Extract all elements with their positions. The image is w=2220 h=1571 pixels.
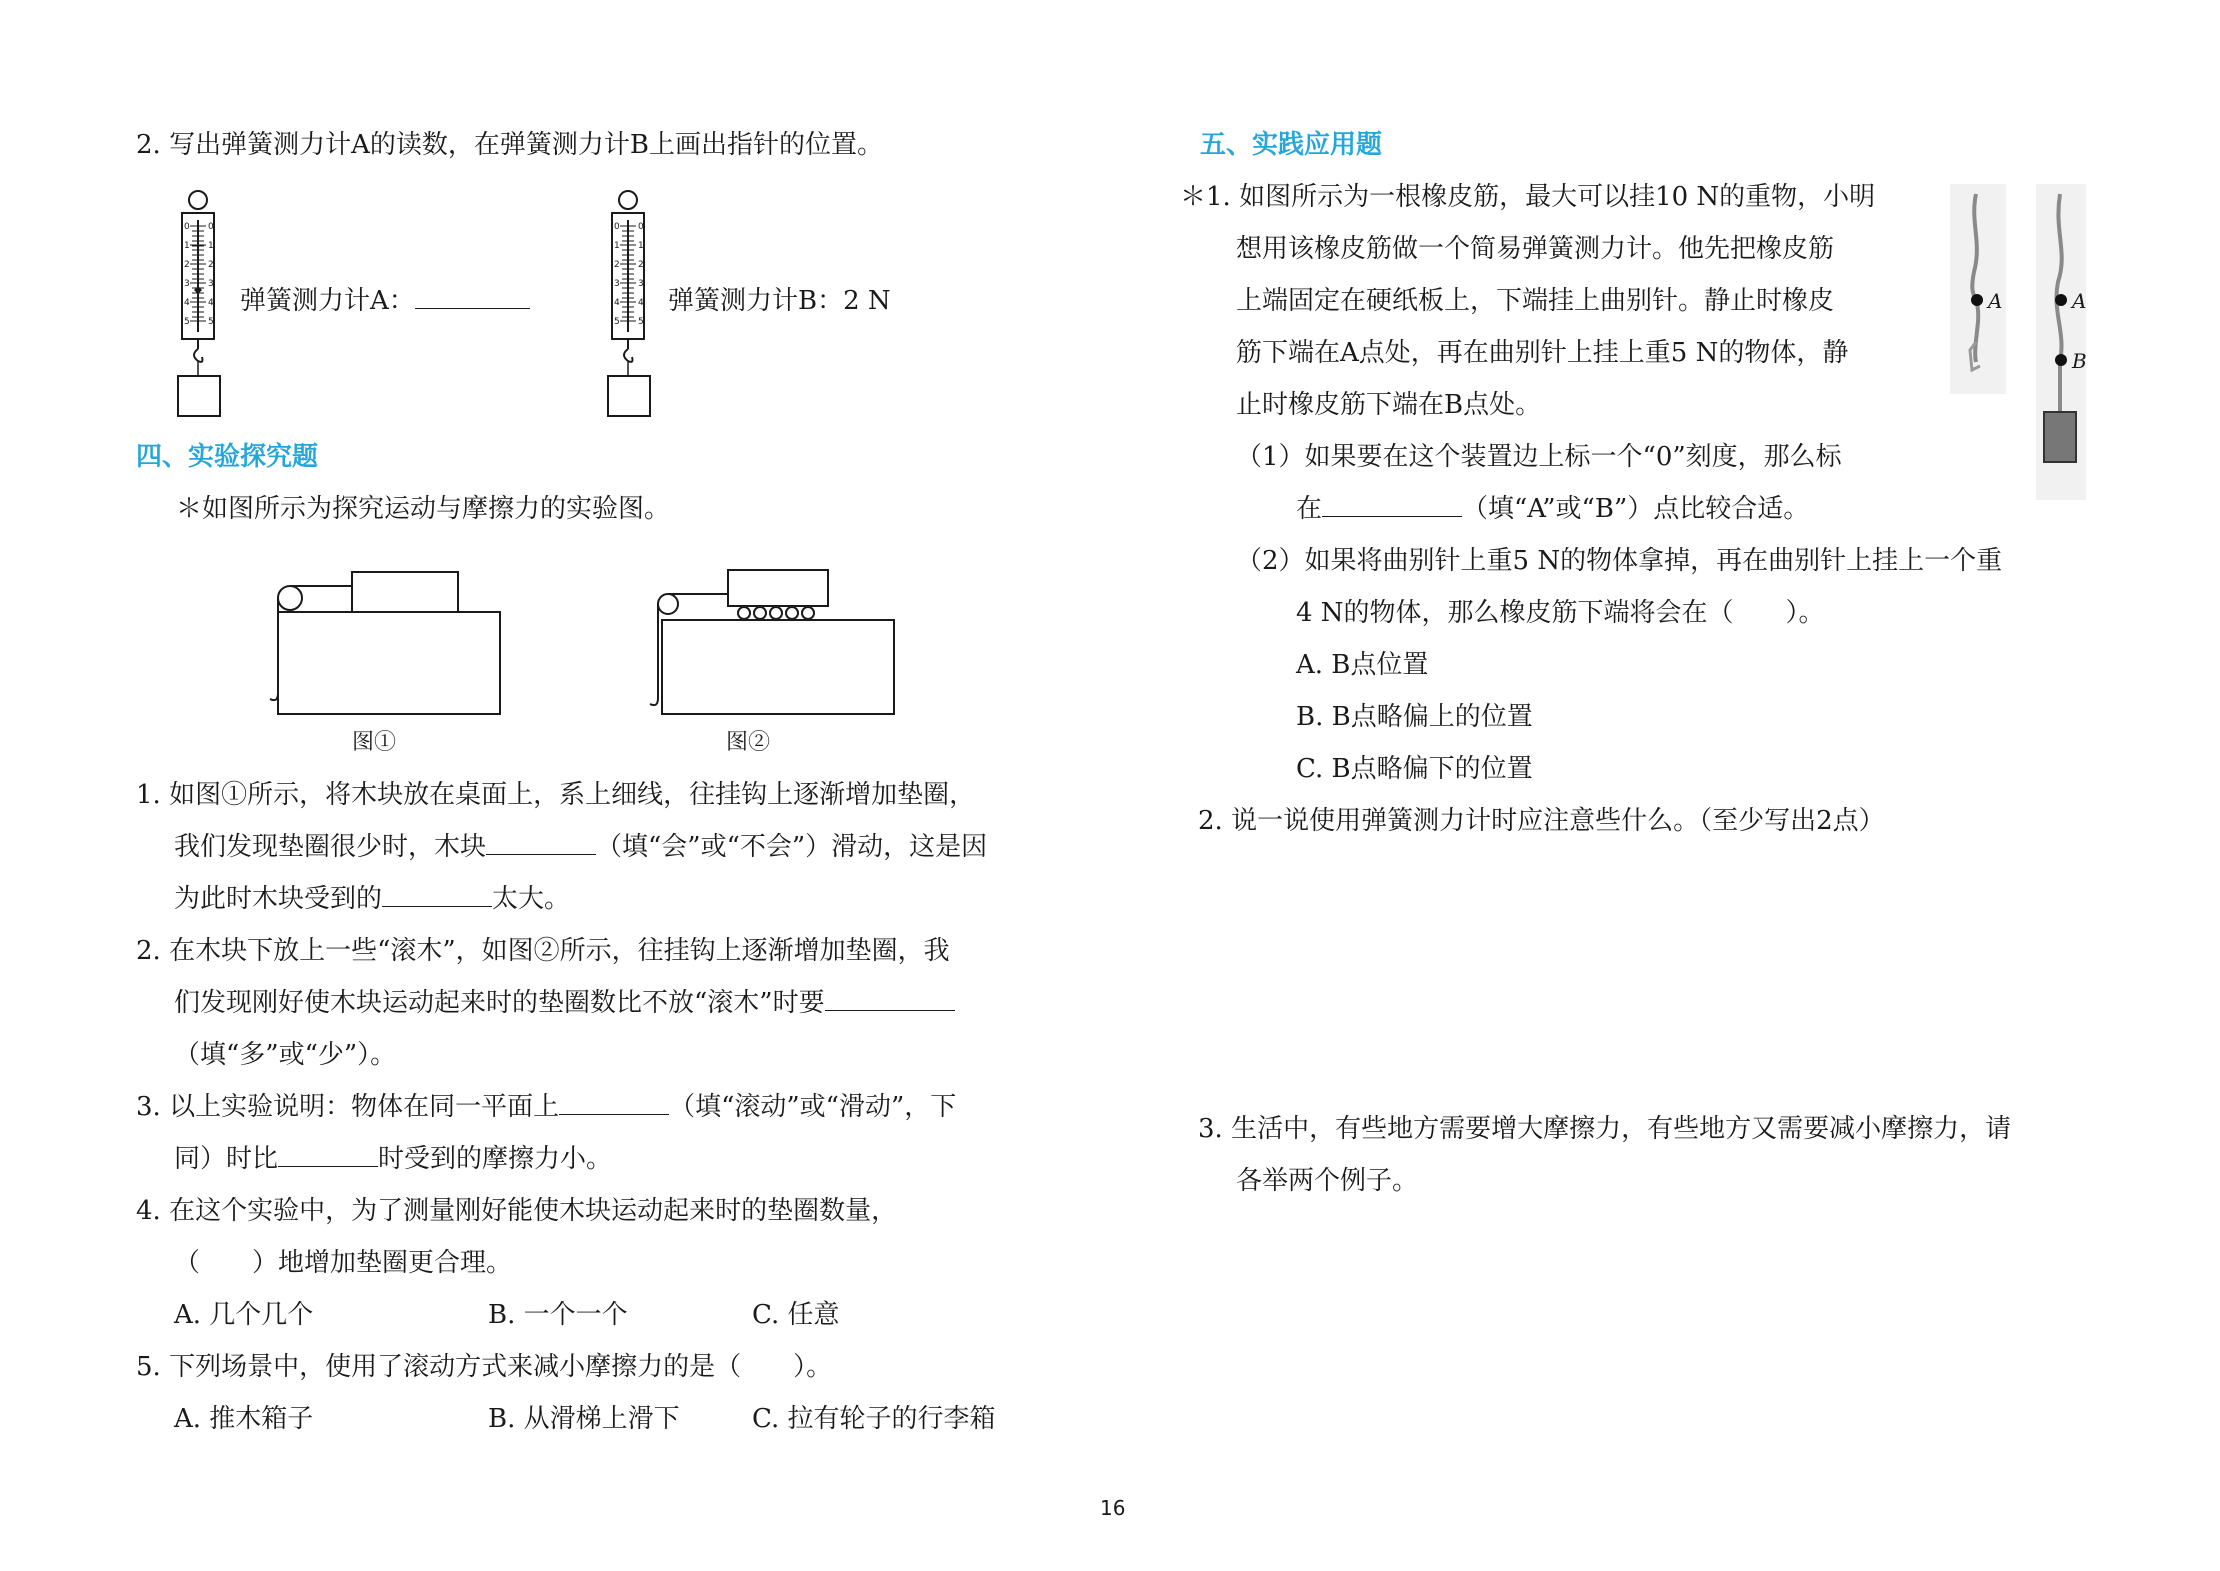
q5-option-b[interactable]: B. 从滑梯上滑下 bbox=[488, 1404, 680, 1434]
q4-option-c[interactable]: C. 任意 bbox=[752, 1300, 840, 1330]
rubber-band-photos bbox=[1950, 182, 2100, 502]
svg-text:5: 5 bbox=[638, 317, 644, 327]
q4-line-2: （ ）地增加垫圈更合理。 bbox=[174, 1248, 513, 1278]
p1-option-b[interactable]: B. B点略偏上的位置 bbox=[1296, 702, 1533, 732]
p1-sub1-line-2: 在 （填“A”或“B”）点比较合适。 bbox=[1296, 494, 1810, 524]
section-5-title: 五、实践应用题 bbox=[1200, 130, 1383, 160]
spring-scale-a-blank[interactable] bbox=[415, 284, 530, 309]
svg-text:1: 1 bbox=[208, 241, 214, 251]
photo-2-label-b: B bbox=[2072, 349, 2087, 373]
p3-line-2: 各举两个例子。 bbox=[1236, 1166, 1419, 1196]
experiment-figure-1 bbox=[248, 568, 508, 718]
experiment-figure-2 bbox=[632, 566, 892, 718]
q5-option-a[interactable]: A. 推木箱子 bbox=[174, 1404, 314, 1434]
q2-blank[interactable] bbox=[825, 986, 955, 1011]
svg-text:4: 4 bbox=[614, 298, 620, 308]
section-4-title: 四、实验探究题 bbox=[136, 442, 319, 472]
q2-line-2: 们发现刚好使木块运动起来时的垫圈数比不放“滚木”时要 bbox=[174, 986, 955, 1020]
svg-text:5: 5 bbox=[614, 317, 620, 327]
svg-text:3: 3 bbox=[614, 279, 620, 289]
q1-line-2: 我们发现垫圈很少时，木块 （填“会”或“不会”）滑动，这是因 bbox=[174, 832, 988, 862]
q4-option-a[interactable]: A. 几个几个 bbox=[174, 1300, 314, 1330]
q4-line-1: 4. 在这个实验中，为了测量刚好能使木块运动起来时的垫圈数量， bbox=[136, 1196, 898, 1226]
svg-text:5: 5 bbox=[184, 317, 190, 327]
figure-2-caption: 图② bbox=[726, 730, 771, 755]
svg-text:3: 3 bbox=[184, 279, 190, 289]
q2-intro: 2. 写出弹簧测力计A的读数，在弹簧测力计B上画出指针的位置。 bbox=[136, 130, 883, 160]
p1-option-c[interactable]: C. B点略偏下的位置 bbox=[1296, 754, 1533, 784]
q3-line-1: 3. 以上实验说明：物体在同一平面上 （填“滚动”或“滑动”，下 bbox=[136, 1092, 957, 1122]
svg-text:0: 0 bbox=[614, 222, 620, 232]
svg-text:2: 2 bbox=[614, 260, 620, 270]
figure-1-caption: 图① bbox=[352, 730, 397, 755]
svg-text:5: 5 bbox=[208, 317, 214, 327]
p3-line-1: 3. 生活中，有些地方需要增大摩擦力，有些地方又需要减小摩擦力，请 bbox=[1198, 1114, 2012, 1144]
p1-line-3: 上端固定在硬纸板上，下端挂上曲别针。静止时橡皮 bbox=[1236, 286, 1835, 316]
spring-scale-b-figure bbox=[598, 186, 668, 426]
photo-2-label-a: A bbox=[2072, 289, 2087, 313]
svg-text:3: 3 bbox=[638, 279, 644, 289]
p1-line-5: 止时橡皮筋下端在B点处。 bbox=[1236, 390, 1542, 420]
p2-line: 2. 说一说使用弹簧测力计时应注意些什么。（至少写出2点） bbox=[1198, 806, 1885, 836]
q3-blank-2[interactable] bbox=[278, 1142, 378, 1167]
svg-text:2: 2 bbox=[184, 260, 190, 270]
q3-blank-1[interactable] bbox=[559, 1090, 669, 1115]
photo-1-label-a: A bbox=[1988, 289, 2003, 313]
q3-line-2: 同）时比 时受到的摩擦力小。 bbox=[174, 1144, 613, 1174]
svg-text:0: 0 bbox=[638, 222, 644, 232]
spring-scale-b-label: 弹簧测力计B：2 N bbox=[668, 286, 891, 316]
svg-text:1: 1 bbox=[184, 241, 190, 251]
svg-text:4: 4 bbox=[208, 298, 214, 308]
page-number: 16 bbox=[1100, 1496, 1126, 1520]
p1-line-2: 想用该橡皮筋做一个简易弹簧测力计。他先把橡皮筋 bbox=[1236, 234, 1835, 264]
q1-line-1: 1. 如图①所示，将木块放在桌面上，系上细线，往挂钩上逐渐增加垫圈， bbox=[136, 780, 976, 810]
q2-line-1: 2. 在木块下放上一些“滚木”，如图②所示，往挂钩上逐渐增加垫圈，我 bbox=[136, 936, 950, 966]
svg-text:1: 1 bbox=[638, 241, 644, 251]
p1-option-a[interactable]: A. B点位置 bbox=[1296, 650, 1429, 680]
svg-text:4: 4 bbox=[638, 298, 644, 308]
q4-option-b[interactable]: B. 一个一个 bbox=[488, 1300, 628, 1330]
p1-sub2-line-1: （2）如果将曲别针上重5 N的物体拿掉，再在曲别针上挂上一个重 bbox=[1236, 546, 2003, 576]
svg-text:3: 3 bbox=[208, 279, 214, 289]
svg-text:2: 2 bbox=[638, 260, 644, 270]
q5-option-c[interactable]: C. 拉有轮子的行李箱 bbox=[752, 1404, 996, 1434]
p1-line-1: ＊1. 如图所示为一根橡皮筋，最大可以挂10 N的重物，小明 bbox=[1180, 182, 1876, 212]
svg-text:2: 2 bbox=[208, 260, 214, 270]
spring-scale-a-label: 弹簧测力计A： bbox=[240, 284, 530, 318]
q2-line-3: （填“多”或“少”）。 bbox=[174, 1040, 397, 1070]
svg-text:1: 1 bbox=[614, 241, 620, 251]
svg-text:0: 0 bbox=[208, 222, 214, 232]
spring-scale-a-figure bbox=[168, 186, 238, 426]
q1-blank-1[interactable] bbox=[486, 830, 596, 855]
scale-a-num-0: 0 bbox=[184, 222, 190, 232]
p1-line-4: 筋下端在A点处，再在曲别针上挂上重5 N的物体，静 bbox=[1236, 338, 1849, 368]
section-4-intro: ＊如图所示为探究运动与摩擦力的实验图。 bbox=[176, 494, 671, 524]
svg-text:4: 4 bbox=[184, 298, 190, 308]
q5-line-1: 5. 下列场景中，使用了滚动方式来减小摩擦力的是（ ）。 bbox=[136, 1352, 833, 1382]
p1-sub1-line-1: （1）如果要在这个装置边上标一个“0”刻度，那么标 bbox=[1236, 442, 1842, 472]
q1-line-3: 为此时木块受到的 太大。 bbox=[174, 884, 571, 914]
p1-sub1-blank[interactable] bbox=[1322, 492, 1462, 517]
q1-blank-2[interactable] bbox=[382, 882, 492, 907]
p1-sub2-line-2: 4 N的物体，那么橡皮筋下端将会在（ ）。 bbox=[1296, 598, 1825, 628]
